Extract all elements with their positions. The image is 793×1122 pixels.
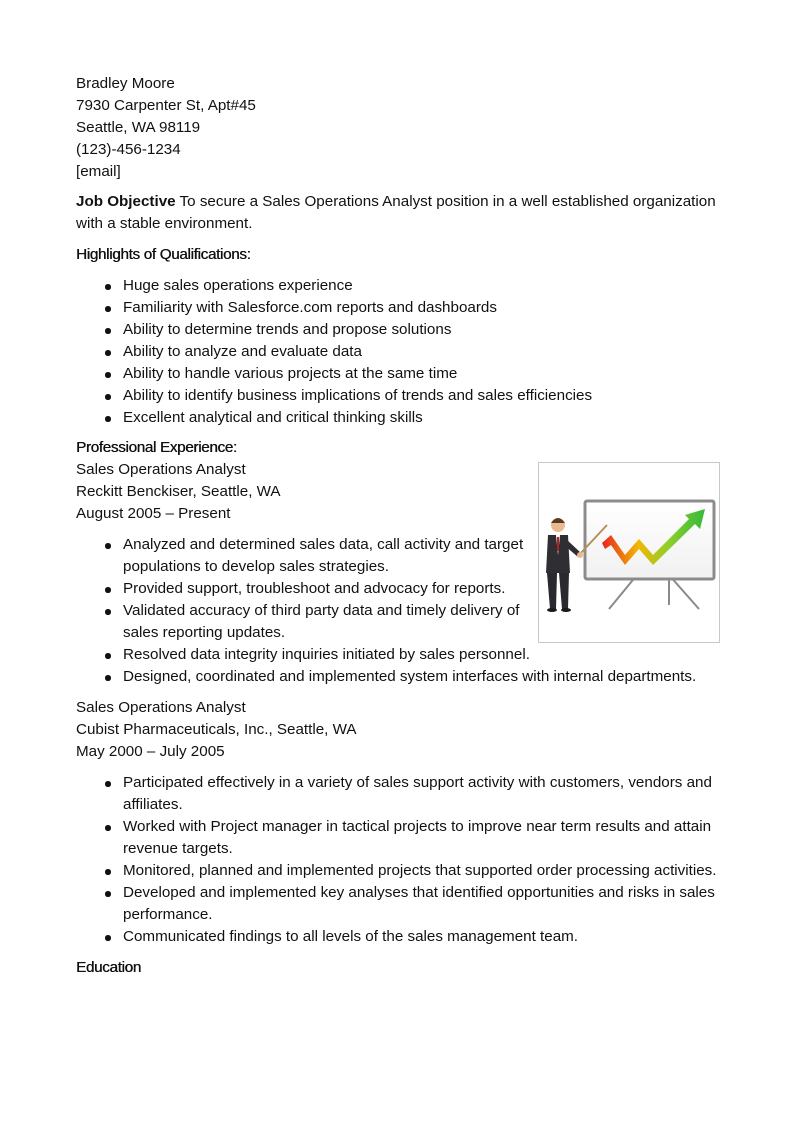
job-company: Reckitt Benckiser, Seattle, WA <box>76 483 281 500</box>
job-dates: May 2000 – July 2005 <box>76 743 225 760</box>
contact-street: 7930 Carpenter St, Apt#45 <box>76 97 256 114</box>
list-item: Worked with Project manager in tactical projects to improve near term results and attain revenue targets. <box>123 816 726 860</box>
job-entry-2 <box>76 697 726 948</box>
list-item: Ability to identify business implications of trends and sales efficiencies <box>123 385 726 407</box>
list-item: Communicated findings to all levels of the sales management team. <box>123 926 726 948</box>
job-title: Sales Operations Analyst <box>76 699 246 716</box>
contact-block <box>76 73 726 183</box>
list-item: Ability to analyze and evaluate data <box>123 341 726 363</box>
job-title: Sales Operations Analyst <box>76 461 246 478</box>
contact-phone: (123)-456-1234 <box>76 141 181 158</box>
list-item: Participated effectively in a variety of sales support activity with customers, vendors and affiliates. <box>123 772 726 816</box>
job-objective-label: Job Objective <box>76 193 176 210</box>
experience-heading: Professional Experience: <box>76 439 237 456</box>
list-item: Designed, coordinated and implemented system interfaces with internal departments. <box>123 666 726 688</box>
list-item: Ability to handle various projects at the same time <box>123 363 726 385</box>
contact-email: [email] <box>76 163 121 180</box>
list-item: Excellent analytical and critical thinking skills <box>123 407 726 429</box>
presenter-with-growth-chart-icon <box>539 463 719 642</box>
list-item: Resolved data integrity inquiries initiated by sales personnel. <box>123 644 726 666</box>
list-item: Huge sales operations experience <box>123 275 726 297</box>
list-item: Provided support, troubleshoot and advocacy for reports. <box>123 578 726 600</box>
list-item: Validated accuracy of third party data and timely delivery of sales reporting updates. <box>123 600 726 644</box>
job-objective-text: To secure a Sales Operations Analyst position in a well established organization with a stable environment. <box>76 193 716 232</box>
list-item: Developed and implemented key analyses that identified opportunities and risks in sales performance. <box>123 882 726 926</box>
presenter-illustration <box>538 462 720 643</box>
contact-name: Bradley Moore <box>76 75 175 92</box>
qualifications-heading: Highlights of Qualifications: <box>76 246 251 263</box>
job-duties-list <box>76 772 726 948</box>
list-item: Familiarity with Salesforce.com reports and dashboards <box>123 297 726 319</box>
list-item: Analyzed and determined sales data, call activity and target populations to develop sales strategies. <box>123 534 726 578</box>
list-item: Monitored, planned and implemented projects that supported order processing activities. <box>123 860 726 882</box>
contact-city: Seattle, WA 98119 <box>76 119 201 136</box>
education-heading: Education <box>76 959 141 976</box>
job-dates: August 2005 – Present <box>76 505 231 522</box>
job-objective <box>76 191 726 235</box>
list-item: Ability to determine trends and propose solutions <box>123 319 726 341</box>
job-company: Cubist Pharmaceuticals, Inc., Seattle, WA <box>76 721 357 738</box>
qualifications-list <box>76 275 726 429</box>
